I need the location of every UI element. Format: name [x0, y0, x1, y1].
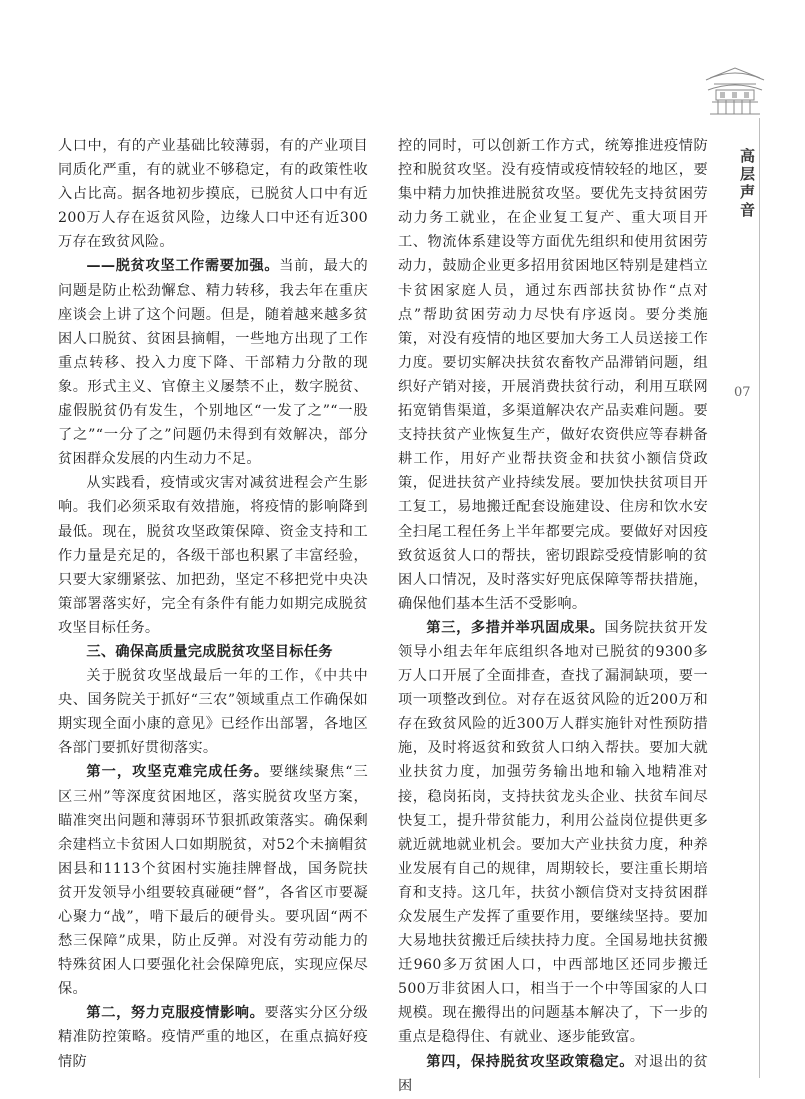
- lead-phrase: 第二，努力克服疫情影响。: [86, 1005, 265, 1022]
- paragraph-text: 要继续聚焦“三区三州”等深度贫困地区，落实脱贫攻坚方案，瞄准突出问题和薄弱环节狠抓政策落实。确保剩余建档立卡贫困人口如期脱贫，对52个未摘帽贫困县和1113个贫困村实施挂牌督战，国务院扶贫开发领导小组要较真碰硬“督”，各省区市要凝心聚力“战”，啃下最后的硬骨头。要巩固“两不愁三保障”成果，防止反弹。对没有劳动能力的特殊贫困人口要强化社会保障兜底，实现应保尽保。: [58, 764, 368, 998]
- sidebar-rule: [759, 118, 760, 1078]
- lead-phrase: 第三，多措并举巩固成果。: [426, 619, 605, 636]
- section-label: 高层声音: [738, 148, 756, 220]
- paragraph: 关于脱贫攻坚战最后一年的工作，《中共中央、国务院关于抓好“三农”领域重点工作确保如期实现全面小康的意见》已经作出部署，各地区各部门要抓好贯彻落实。: [58, 668, 368, 757]
- paragraph-text: 对退出的贫困: [398, 1053, 708, 1094]
- paragraph-text: 要落实分区分级精准防控策略。疫情严重的地区，在重点搞好疫情防: [58, 1005, 368, 1070]
- paragraph: [58, 1001, 368, 1073]
- paragraph-text: 国务院扶贫开发领导小组去年年底组织各地对已脱贫的9300多万人口开展了全面排查，查找了漏洞缺项，要一项一项整改到位。对存在返贫风险的近200万和存在致贫风险的近300万人群实施针对性预防措施，及时将返贫和致贫人口纳入帮扶。要加大就业扶贫力度，加强劳务输出地和输入地精准对接，稳岗拓岗，支持扶贫龙头企业、扶贫车间尽快复工，提升带贫能力，利用公益岗位提供更多就近就地就业机会。要加大产业扶贫力度，种养业发展有自己的规律，周期较长，要注重长期培育和支持。这几年，扶贫小额信贷对支持贫困群众发展生产发挥了重要作用，要继续坚持。要加大易地扶贫搬迁后续扶持力度。全国易地扶贫搬迁960多万贫困人口，中西部地区还同步搬迁500万非贫困人口，相当于一个中等国家的人口规模。现在搬得出的问题基本解决了，下一步的重点是稳得住、有就业、逐步能致富。: [398, 619, 708, 1046]
- right-text-column: [398, 134, 708, 1098]
- lead-phrase: 第四，保持脱贫攻坚政策稳定。: [426, 1053, 635, 1070]
- page-number: 07: [734, 385, 751, 400]
- paragraph-text: 当前，最大的问题是防止松劲懈怠、精力转移，我去年在重庆座谈会上讲了这个问题。但是，随着越来越多贫困人口脱贫、贫困县摘帽，一些地方出现了工作重点转移、投入力度下降、干部精力分散的现象。形式主义、官僚主义屡禁不止，数字脱贫、虚假脱贫仍有发生，个别地区“一发了之”“一股了之”“一分了之”问题仍未得到有效解决，部分贫困群众发展的内生动力不足。: [58, 258, 368, 468]
- paragraph: [58, 760, 368, 1001]
- paragraph: [58, 254, 368, 471]
- paragraph-continued: 控的同时，可以创新工作方式，统筹推进疫情防控和脱贫攻坚。没有疫情或疫情较轻的地区，要集中精力加快推进脱贫攻坚。要优先支持贫困劳动力务工就业，在企业复工复产、重大项目开工、物流体系建设等方面优先组织和使用贫困劳动力，鼓励企业更多招用贫困地区特别是建档立卡贫困家庭人员，通过东西部扶贫协作“点对点”帮助贫困劳动力尽快有序返岗。要分类施策，对没有疫情的地区要加大务工人员送接工作力度。要切实解决扶贫农畜牧产品滞销问题，组织好产销对接，开展消费扶贫行动，利用互联网拓宽销售渠道，多渠道解决农产品卖难问题。要支持扶贫产业恢复生产，做好农资供应等春耕备耕工作，用好产业帮扶资金和扶贫小额信贷政策，促进扶贫产业持续发展。要加快扶贫项目开工复工，易地搬迁配套设施建设、住房和饮水安全扫尾工程任务上半年都要完成。要做好对因疫致贫返贫人口的帮扶，密切跟踪受疫情影响的贫困人口情况，及时落实好兜底保障等帮扶措施，确保他们基本生活不受影响。: [398, 138, 708, 612]
- lead-phrase: ——脱贫攻坚工作需要加强。: [86, 258, 280, 275]
- paragraph-continued: 人口中，有的产业基础比较薄弱，有的产业项目同质化严重，有的就业不够稳定，有的政策性收入占比高。据各地初步摸底，已脱贫人口中有近200万人存在返贫风险，边缘人口中还有近300万存在致贫风险。: [58, 138, 368, 251]
- paragraph: [398, 1050, 708, 1098]
- paragraph: [398, 616, 708, 1050]
- lead-phrase: 第一，攻坚克难完成任务。: [86, 764, 270, 781]
- pavilion-icon: [700, 62, 770, 122]
- section-heading: 三、确保高质量完成脱贫攻坚目标任务: [86, 643, 333, 660]
- left-text-column: [58, 134, 368, 1074]
- paragraph: 从实践看，疫情或灾害对减贫进程会产生影响。我们必须采取有效措施，将疫情的影响降到最低。现在，脱贫攻坚政策保障、资金支持和工作力量是充足的，各级干部也积累了丰富经验，只要大家绷紧弦、加把劲，坚定不移把党中央决策部署落实好，完全有条件有能力如期完成脱贫攻坚目标任务。: [58, 475, 368, 636]
